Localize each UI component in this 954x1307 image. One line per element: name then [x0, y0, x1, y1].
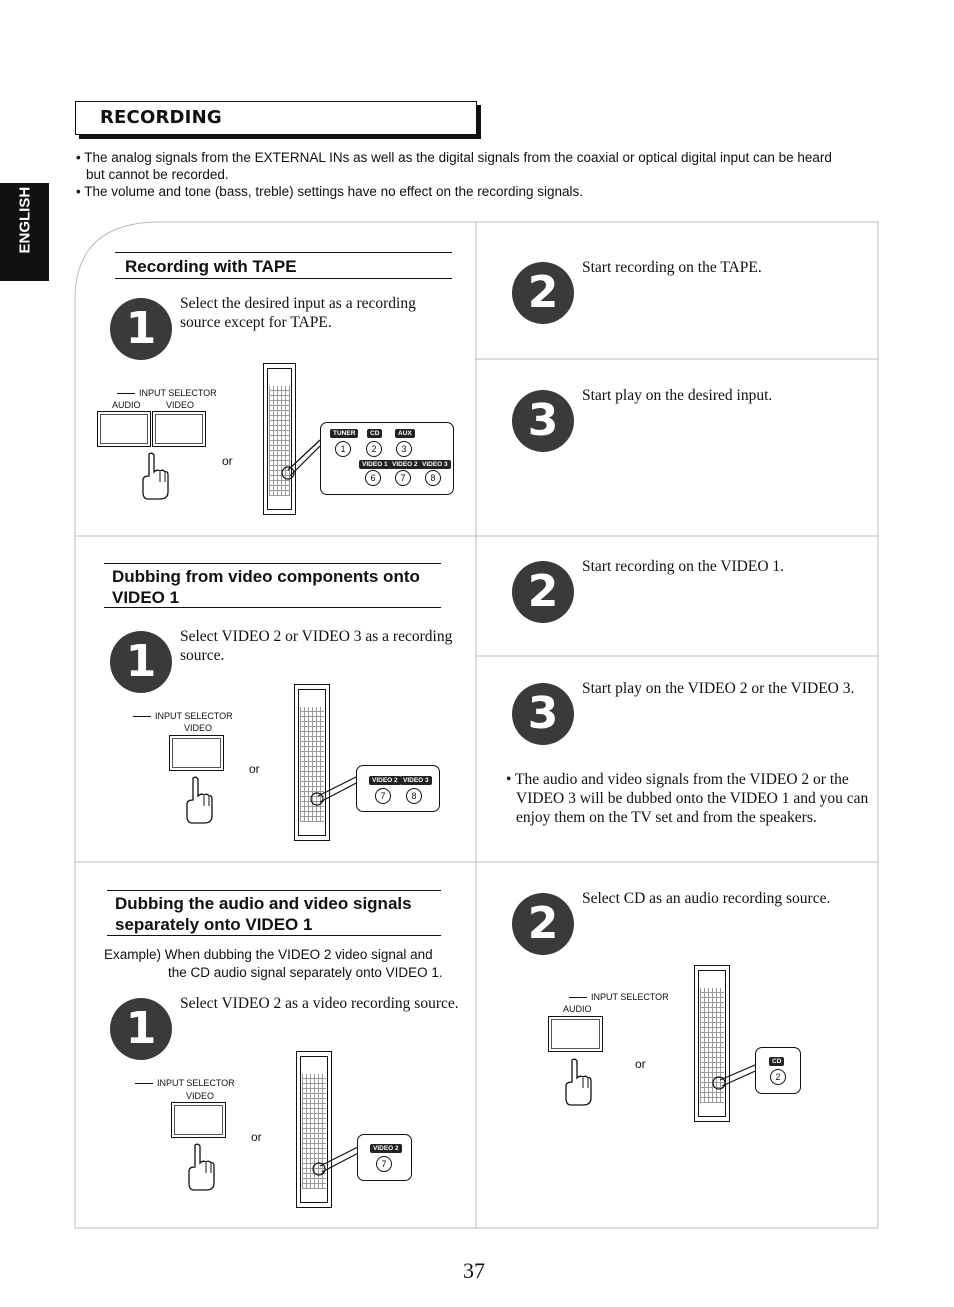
video-section-title: Dubbing from video components onto VIDEO 1	[112, 567, 420, 607]
separate-section-title: Dubbing the audio and video signals separately onto VIDEO 1	[115, 894, 412, 934]
cd-button[interactable]: 2	[770, 1069, 786, 1085]
step-2-badge: 2	[512, 893, 574, 955]
video-button[interactable]	[169, 735, 224, 771]
video2-button[interactable]: 7	[395, 470, 411, 486]
separate-title-rule-bottom	[107, 935, 441, 936]
input-selector-label: INPUT SELECTOR	[157, 1078, 235, 1088]
audio-button[interactable]	[97, 411, 151, 447]
separate-step1-text: Select VIDEO 2 as a video recording source.	[180, 995, 459, 1012]
selector-line	[135, 1083, 153, 1084]
step-3-badge: 3	[512, 390, 574, 452]
intro-bullet-1-cont: but cannot be recorded.	[86, 167, 229, 182]
or-label: or	[635, 1057, 646, 1071]
intro-bullet-2: • The volume and tone (bass, treble) settings have no effect on the recording signals.	[76, 184, 584, 199]
tape-section-title: Recording with TAPE	[125, 257, 297, 276]
step-3-badge: 3	[512, 683, 574, 745]
video-note: • The audio and video signals from the VIDEO 2 or the VIDEO 3 will be dubbed onto the VIDEO 1 and you can enjoy them on the TV set and from the speakers.	[506, 771, 869, 826]
audio-button[interactable]	[548, 1016, 603, 1052]
section-title: RECORDING	[100, 107, 222, 128]
step-2-badge: 2	[512, 561, 574, 623]
or-label: or	[251, 1130, 262, 1144]
audio-label: AUDIO	[112, 400, 141, 410]
input-selector-label: INPUT SELECTOR	[591, 992, 669, 1002]
video-label: VIDEO	[186, 1091, 215, 1101]
language-tab-label: ENGLISH	[16, 186, 34, 254]
step-2-badge: 2	[512, 262, 574, 324]
selector-line	[569, 997, 587, 998]
step-1-badge: 1	[110, 631, 172, 693]
or-label: or	[222, 454, 233, 468]
aux-tag: AUX	[395, 429, 415, 438]
finger-press-icon	[186, 1143, 216, 1191]
finger-press-icon	[563, 1058, 593, 1106]
finger-press-icon	[140, 452, 170, 500]
separate-step2-text: Select CD as an audio recording source.	[582, 890, 831, 907]
video-label: VIDEO	[166, 400, 195, 410]
step-1-badge: 1	[110, 298, 172, 360]
selector-line	[133, 716, 151, 717]
tuner-tag: TUNER	[330, 429, 358, 438]
video-label: VIDEO	[184, 723, 213, 733]
example-line-2: the CD audio signal separately onto VIDEO 1.	[168, 965, 443, 980]
video-callout-panel	[356, 765, 440, 812]
cd-tag: CD	[769, 1057, 784, 1066]
video3-tag: VIDEO 3	[400, 776, 432, 785]
tape-step3-text: Start play on the desired input.	[582, 387, 773, 404]
finger-press-icon	[184, 776, 214, 824]
cd-button[interactable]: 2	[366, 441, 382, 457]
tape-title-rule-bottom	[115, 278, 452, 279]
or-label: or	[249, 762, 260, 776]
tape-step2-text: Start recording on the TAPE.	[582, 259, 762, 276]
video2-tag: VIDEO 2	[369, 776, 401, 785]
cd-callout-panel	[755, 1047, 801, 1094]
video-step3-text: Start play on the VIDEO 2 or the VIDEO 3.	[582, 680, 855, 697]
video2-button[interactable]: 7	[375, 788, 391, 804]
video2-button[interactable]: 7	[376, 1156, 392, 1172]
input-selector-label: INPUT SELECTOR	[139, 388, 217, 398]
audio-label: AUDIO	[563, 1004, 592, 1014]
tape-title-rule-top	[115, 252, 452, 253]
example-line-1: Example) When dubbing the VIDEO 2 video signal and	[104, 947, 433, 962]
intro-bullet-1: • The analog signals from the EXTERNAL INs as well as the digital signals from the coaxial or optical digital input can be heard	[76, 150, 832, 165]
video-title-rule-bottom	[104, 607, 441, 608]
video-step1-text: Select VIDEO 2 or VIDEO 3 as a recording source.	[180, 628, 453, 664]
video2-tag: VIDEO 2	[389, 460, 421, 469]
separate-title-rule-top	[107, 890, 441, 891]
video-button[interactable]	[171, 1102, 226, 1138]
input-selector-label: INPUT SELECTOR	[155, 711, 233, 721]
video1-tag: VIDEO 1	[359, 460, 391, 469]
tape-callout-panel	[320, 422, 454, 495]
aux-button[interactable]: 3	[396, 441, 412, 457]
video-button[interactable]	[152, 411, 206, 447]
cd-tag: CD	[367, 429, 382, 438]
tuner-button[interactable]: 1	[335, 441, 351, 457]
tape-step1-text: Select the desired input as a recording source except for TAPE.	[180, 295, 416, 331]
step-1-badge: 1	[110, 998, 172, 1060]
video3-button[interactable]: 8	[406, 788, 422, 804]
selector-line	[117, 393, 135, 394]
page-number: 37	[463, 1258, 485, 1283]
video3-button[interactable]: 8	[425, 470, 441, 486]
video-step2-text: Start recording on the VIDEO 1.	[582, 558, 785, 575]
video-title-rule-top	[104, 563, 441, 564]
video2-tag: VIDEO 2	[370, 1144, 402, 1153]
video3-tag: VIDEO 3	[419, 460, 451, 469]
video1-button[interactable]: 6	[365, 470, 381, 486]
separate-callout-panel	[357, 1134, 412, 1181]
